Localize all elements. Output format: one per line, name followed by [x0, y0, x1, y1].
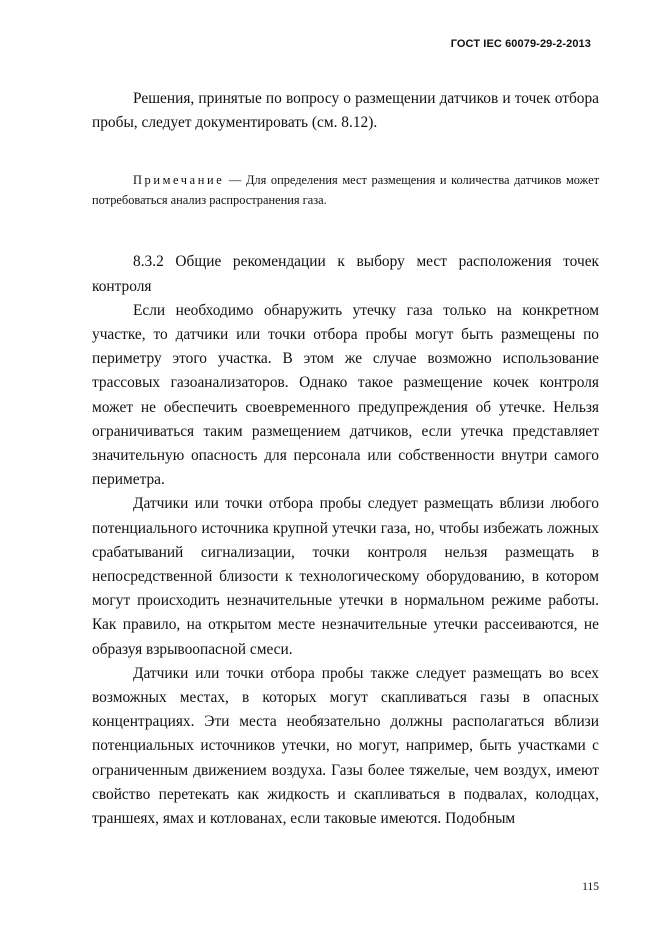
paragraph-accumulation: Датчики или точки отбора пробы также следует размещать во всех возможных местах, в которых могут скапливаться газы в опасных концентрациях. Эти места необязательно должны располагаться вблизи потенциальных источников утечки, но могут, например, быть участками с ограниченным движением воздуха. Газы более тяжелые, чем воздух, имеют свойство перетекать как жидкость и скапливаться в подвалах, колодцах, траншеях, ямах и котлованах, если таковые имеются. Подобным: [92, 664, 599, 828]
page-number: 115: [582, 881, 599, 893]
note-text: — Для определения мест размещения и количества датчиков может потребоваться анализ распространения газа.: [92, 173, 599, 208]
paragraph-sources: Датчики или точки отбора пробы следует размещать вблизи любого потенциального источника крупной утечки газа, но, чтобы избежать ложных срабатываний сигнализации, точки контроля нельзя размещать в непосредственной близости к технологическому оборудованию, в котором могут происходить незначительные утечки в нормальном режиме работы. Как правило, на открытом месте незначительные утечки рассеиваются, не образуя взрывоопасной смеси.: [92, 495, 599, 658]
paragraph-perimeter: Если необходимо обнаружить утечку газа только на конкретном участке, то датчики или точки отбора пробы могут быть размещены по периметру этого участка. В этом же случае возможно использование трассовых газоанализаторов. Однако такое размещение кочек контроля может не обеспечить своевременного предупреждения об утечке. Нельзя ограничиваться таким размещением датчиков, если утечка представляет значительную опасность для персонала или собственности внутри самого периметра.: [92, 301, 599, 489]
document-header-standard: ГОСТ IEC 60079-29-2-2013: [450, 38, 591, 50]
paragraph-documentation: Решения, принятые по вопросу о размещении датчиков и точек отбора пробы, следует документировать (см. 8.12).: [92, 90, 599, 132]
note-label: Примечание: [133, 173, 225, 188]
note-block: [92, 170, 599, 210]
page-content: [92, 87, 599, 831]
section-heading: 8.3.2 Общие рекомендации к выбору мест расположения точек контроля: [92, 253, 599, 295]
